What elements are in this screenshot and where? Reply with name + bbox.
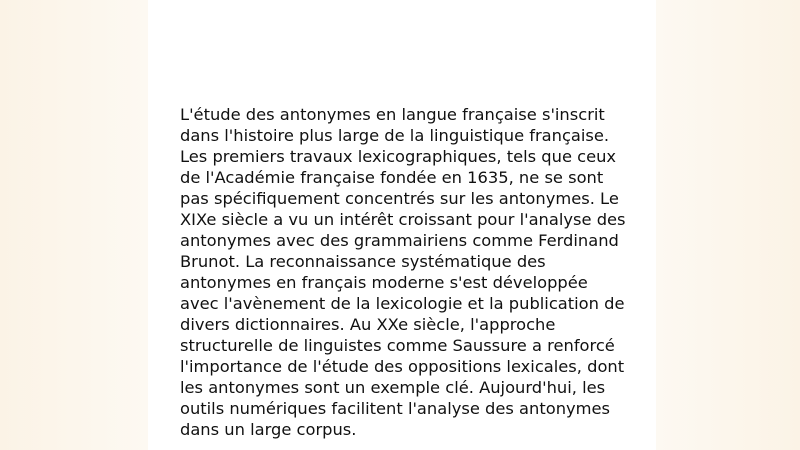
text-line: de l'Académie française fondée en 1635, ne se sont (180, 168, 604, 187)
text-line: Les premiers travaux lexicographiques, tels que ceux (180, 147, 617, 166)
document-page (148, 0, 656, 450)
body-paragraph (180, 104, 640, 440)
text-line: antonymes avec des grammairiens comme Ferdinand (180, 231, 619, 250)
text-line: outils numériques facilitent l'analyse des antonymes (180, 399, 611, 418)
text-line: antonymes en français moderne s'est développée (180, 273, 588, 292)
text-line: l'importance de l'étude des oppositions lexicales, dont (180, 357, 625, 376)
text-line: dans un large corpus. (180, 420, 357, 439)
text-line: avec l'avènement de la lexicologie et la publication de (180, 294, 625, 313)
text-line: pas spécifiquement concentrés sur les antonymes. Le (180, 189, 619, 208)
text-line: structurelle de linguistes comme Saussure a renforcé (180, 336, 615, 355)
text-line: Brunot. La reconnaissance systématique des (180, 252, 546, 271)
text-line: divers dictionnaires. Au XXe siècle, l'approche (180, 315, 556, 334)
text-line: les antonymes sont un exemple clé. Aujourd'hui, les (180, 378, 606, 397)
text-line: XIXe siècle a vu un intérêt croissant pour l'analyse des (180, 210, 626, 229)
text-line: L'étude des antonymes en langue française s'inscrit (180, 105, 605, 124)
text-line: dans l'histoire plus large de la linguistique française. (180, 126, 610, 145)
